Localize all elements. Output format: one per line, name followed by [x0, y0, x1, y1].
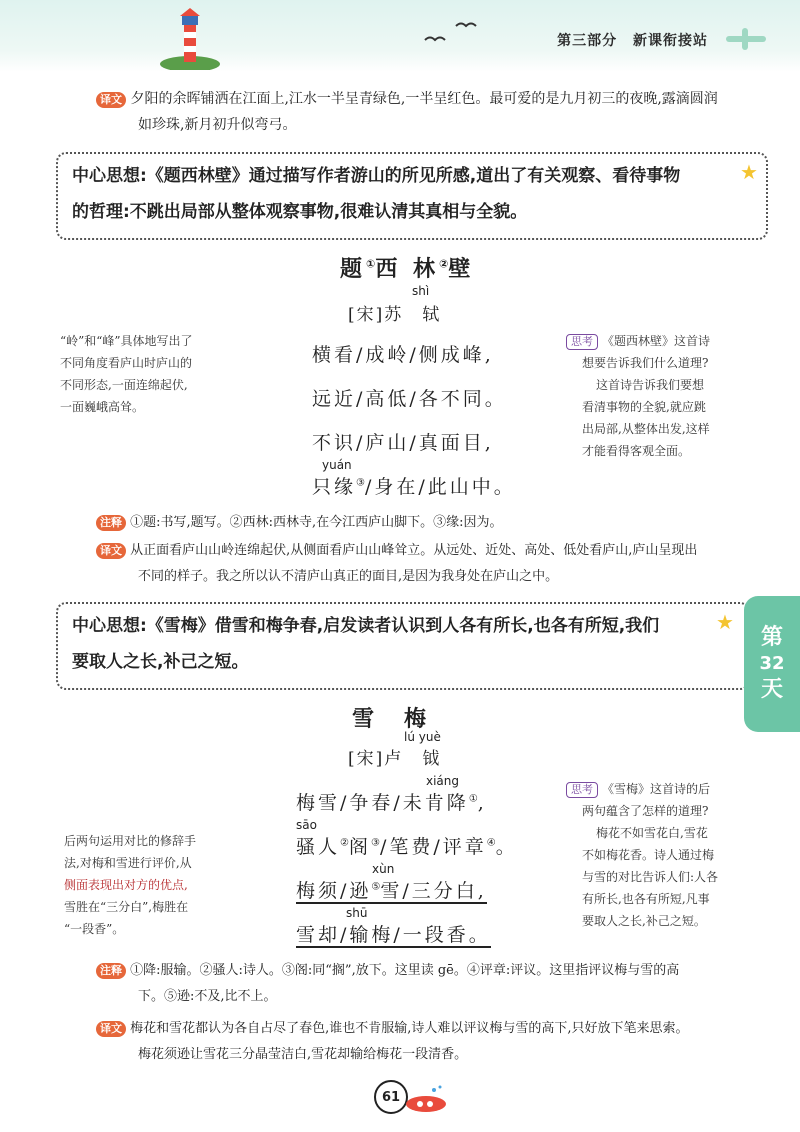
translation-line-2: 如珍珠,新月初升似弯弓。 — [138, 117, 297, 133]
poem-title-1 — [340, 252, 474, 283]
header-column: 新课衔接站 — [633, 33, 708, 49]
line-text: 雪/三分白, — [380, 880, 487, 902]
logo-icon — [724, 26, 768, 52]
footnote-mark: ③ — [371, 837, 380, 849]
idea-line-1: 中心思想:《雪梅》借雪和梅争春,启发读者认识到人各有所长,也各有所短,我们 — [72, 616, 660, 636]
translation-block-1 — [96, 86, 736, 138]
poem-author-1 — [348, 300, 441, 325]
translation-tag: 译文 — [96, 543, 126, 559]
translation-line-1: 梅花和雪花都认为各自占尽了春色,谁也不肯服输,诗人难以评议梅与雪的高下,只好放下笔来思索。 — [130, 1021, 689, 1036]
lighthouse-icon — [160, 8, 220, 70]
poem1-notes — [96, 510, 746, 536]
poem2-line-2 — [296, 832, 518, 859]
title-footnote-mark: ② — [439, 257, 449, 271]
author-pinyin: lú yuè — [404, 730, 441, 744]
notes-text: ①题:书写,题写。②西林:西林寺,在今江西庐山脚下。③缘:因为。 — [130, 515, 503, 530]
translation-line-1: 夕阳的余晖铺洒在江面上,江水一半呈青绿色,一半呈红色。最可爱的是九月初三的夜晚,露滴圆润 — [130, 91, 718, 107]
poem1-line-3: 不识/庐山/真面目, — [312, 432, 494, 454]
note-line: 一面巍峨高耸。 — [60, 400, 145, 414]
poem2-notes — [96, 958, 746, 1010]
note-line: 法,对梅和雪进行评价,从 — [64, 856, 192, 870]
note-line: 梅花不如雪花白,雪花 — [596, 826, 708, 840]
day-tab-suffix: 天 — [760, 677, 783, 702]
central-idea-box-1 — [56, 152, 768, 240]
poem2-right-note — [566, 778, 746, 932]
title-char: 西 林 — [375, 257, 440, 282]
notes-tag: 注释 — [96, 963, 126, 979]
poem2-line-3 — [296, 876, 487, 903]
translation-line-2: 不同的样子。我之所以认不清庐山真正的面目,是因为我身处在庐山之中。 — [138, 569, 559, 584]
poem2-line-1 — [296, 788, 487, 815]
poem2-line-4 — [296, 920, 491, 947]
central-idea-box-2 — [56, 602, 750, 690]
poem1-right-note — [566, 330, 746, 462]
title-char: 题 — [340, 257, 367, 282]
footnote-mark: ② — [340, 837, 349, 849]
line3-pinyin: xùn — [372, 862, 395, 876]
note-line: 不如梅花香。诗人通过梅 — [582, 848, 715, 862]
note-line: 不同角度看庐山时庐山的 — [60, 356, 193, 370]
poem2-left-note — [64, 830, 244, 940]
author-name: 卢 钺 — [384, 749, 442, 769]
idea-line-1: 中心思想:《题西林壁》通过描写作者游山的所见所感,道出了有关观察、看待事物 — [72, 166, 681, 186]
poem1-line-4 — [312, 472, 516, 499]
note-line: 不同形态,一面连绵起伏, — [60, 378, 188, 392]
title-footnote-mark: ① — [366, 257, 376, 271]
line-text: 阁 — [348, 836, 371, 858]
line1-pinyin: xiáng — [426, 774, 460, 788]
line-text: 雪却/输梅/一段香。 — [296, 924, 491, 946]
line-text: 梅须/逊 — [296, 880, 372, 902]
poem1-line-2: 远近/高低/各不同。 — [312, 388, 507, 410]
note-line: 看清事物的全貌,就应跳 — [582, 400, 706, 414]
note-line: 两句蕴含了怎样的道理? — [582, 804, 709, 818]
note-line: “岭”和“峰”具体地写出了 — [60, 334, 193, 348]
translation-tag: 译文 — [96, 92, 126, 108]
poem-author-2 — [348, 744, 441, 769]
author-name: 苏 轼 — [384, 305, 442, 325]
star-icon: ★ — [740, 160, 758, 184]
page-number: 61 — [374, 1080, 408, 1114]
note-line: “一段香”。 — [64, 922, 125, 936]
note-line: 《雪梅》这首诗的后 — [602, 782, 711, 796]
notes-line-2: 下。⑤逊:不及,比不上。 — [138, 989, 277, 1004]
line4-pinyin: shū — [346, 906, 368, 920]
day-tab-prefix: 第 — [760, 625, 783, 650]
notes-line-1: ①降:服输。②骚人:诗人。③阁:同“搁”,放下。这里读 gē。④评章:评议。这里指评议梅与雪的高 — [130, 963, 680, 978]
line-text: 骚人 — [296, 836, 341, 858]
birds-icon — [420, 18, 480, 48]
translation-line-2: 梅花须逊让雪花三分晶莹洁白,雪花却输给梅花一段清香。 — [138, 1047, 468, 1062]
note-line: 雪胜在“三分白”,梅胜在 — [64, 900, 189, 914]
poem1-line-1: 横看/成岭/侧成峰, — [312, 344, 494, 366]
think-tag: 思考 — [566, 334, 598, 350]
note-line: 侧面表现出对方的优点, — [64, 878, 188, 892]
notes-tag: 注释 — [96, 515, 126, 531]
translation-tag: 译文 — [96, 1021, 126, 1037]
line-text: 梅雪/争春/未肯降 — [296, 792, 469, 814]
author-pinyin: shì — [412, 284, 430, 298]
note-line: 想要告诉我们什么道理? — [582, 356, 709, 370]
header-section: 第三部分 — [557, 33, 618, 49]
poem1-left-note — [60, 330, 240, 418]
day-tab-number: 32 — [759, 653, 785, 674]
header-title — [547, 30, 708, 50]
note-line: 有所长,也各有所短,凡事 — [582, 892, 710, 906]
footnote-mark: ⑤ — [371, 881, 381, 893]
line-punct: , — [477, 792, 487, 814]
line-text: /笔费/评章 — [379, 836, 487, 858]
note-line: 出局部,从整体出发,这样 — [582, 422, 710, 436]
note-line: 才能看得客观全面。 — [582, 444, 691, 458]
line-punct: 。 — [495, 836, 518, 858]
title-char: 壁 — [448, 257, 475, 282]
think-tag: 思考 — [566, 782, 598, 798]
star-icon: ★ — [716, 610, 734, 634]
line-text: /身在/此山中。 — [364, 476, 516, 498]
day-tab — [744, 596, 800, 732]
dynasty: [宋] — [348, 749, 385, 769]
poem1-translation — [96, 538, 746, 590]
line2-pinyin: sāo — [296, 818, 317, 832]
note-line: 与雪的对比告诉人们:人各 — [582, 870, 719, 884]
note-line: 《题西林壁》这首诗 — [602, 334, 711, 348]
dynasty: [宋] — [348, 305, 385, 325]
poem-title-2: 雪 梅 — [352, 707, 431, 732]
translation-line-1: 从正面看庐山山岭连绵起伏,从侧面看庐山山峰耸立。从远处、近处、高处、低处看庐山,庐山呈现出 — [130, 543, 698, 558]
footnote-mark: ④ — [486, 837, 496, 849]
line-text: 只缘 — [312, 476, 357, 498]
idea-line-2: 的哲理:不跳出局部从整体观察事物,很难认清其真相与全貌。 — [72, 202, 528, 222]
idea-line-2: 要取人之长,补己之短。 — [72, 652, 249, 672]
note-line: 这首诗告诉我们要想 — [596, 378, 705, 392]
submarine-icon — [400, 1084, 450, 1114]
line4-pinyin: yuán — [322, 458, 352, 472]
footnote-mark: ③ — [356, 477, 365, 489]
note-line: 要取人之长,补己之短。 — [582, 914, 706, 928]
footnote-mark: ① — [468, 793, 478, 805]
note-line: 后两句运用对比的修辞手 — [64, 834, 197, 848]
poem2-translation — [96, 1016, 746, 1068]
